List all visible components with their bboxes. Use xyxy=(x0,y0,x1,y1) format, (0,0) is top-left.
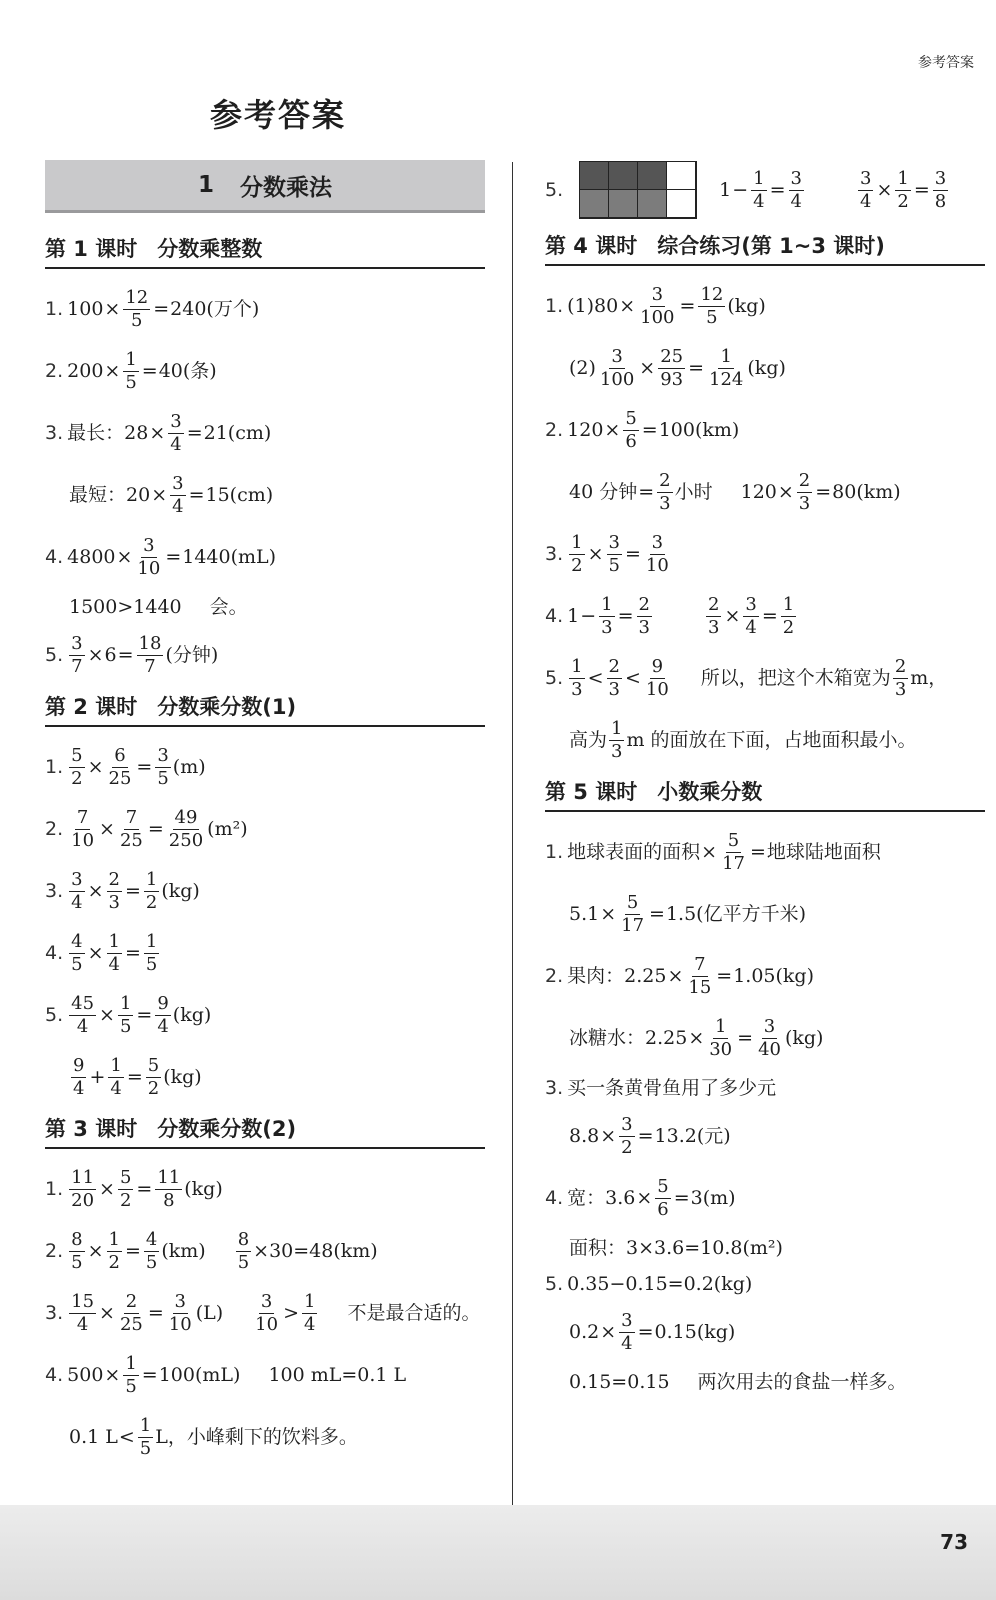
column-divider xyxy=(512,162,513,1512)
answer-1-4: 4. 4800 × $\frac{3}{10}$ = 1440(mL) xyxy=(45,534,277,579)
page-title: 参考答案 xyxy=(210,96,347,134)
lesson-title: 分数乘分数(1) xyxy=(157,695,297,719)
left-column xyxy=(45,160,485,1473)
page-number: 73 xyxy=(940,1530,968,1554)
answer-3-4b: 0.1 L < 1 5 L，小峰剩下的饮料多。 xyxy=(69,1414,358,1459)
answer-4-3: 3. $\frac{1}{2}$ × $\frac{3}{5}$ = $\frac{3}{10}$ xyxy=(545,531,669,576)
answer-5-4: 4. 宽：3.6 × $\frac{5}{6}$ = 3(m) xyxy=(545,1175,736,1220)
answer-4-1: 1. (1)80 × $\frac{3}{100}$ = $\frac{12}{5}$ (kg) xyxy=(545,283,766,328)
lesson-label: 第 1 课时 xyxy=(45,237,138,261)
answer-3-1: 1. $\frac{11}{20}$ × $\frac{5}{2}$ = $\frac{11}{8}$ (kg) xyxy=(45,1166,223,1211)
unit-title: 分数乘法 xyxy=(240,174,332,201)
answer-1-4b: 1500>1440 会。 xyxy=(69,595,248,618)
answer-5-5: 5. 0.35−0.15=0.2(kg) xyxy=(545,1272,753,1295)
lesson-label: 第 5 课时 xyxy=(545,780,638,804)
answer-5-5c: 0.15=0.15 两次用去的食盐一样多。 xyxy=(569,1370,907,1393)
answer-1-3b: 最短：20 × $\frac{3}{4}$ = 15(cm) xyxy=(69,472,274,517)
answer-4-2b: 40 分钟 = $\frac{2}{3}$ 小时 120 × $\frac{2}{3}$ = 80(km) xyxy=(569,469,901,514)
right-column xyxy=(545,160,985,1404)
answer-1-3: 3. 最长：28 × $\frac{3}{4}$ = 21(cm) xyxy=(45,410,272,455)
answer-4-5: 5. 1 3 < 2 3 < 9 10 所以，把这个木箱宽为 2 3 m， xyxy=(545,655,948,700)
answer-4-4: 4. 1 − $\frac{1}{3}$ = $\frac{2}{3}$ $\frac{2}{3}$ × $\frac{3}{4}$ = $\frac{1}{2}$ xyxy=(545,593,795,638)
answer-4-5b: 高为 1 3 m 的面放在下面，占地面积最小。 xyxy=(569,717,917,762)
answer-2-5b: 9 4 + $\frac{1}{4}$ = $\frac{5}{2}$ (kg) xyxy=(73,1054,202,1099)
answer-5-5b: 0.2 × $\frac{3}{4}$ = 0.15(kg) xyxy=(569,1309,736,1354)
answer-5-2b: 冰糖水：2.25 × $\frac{1}{30}$ = $\frac{3}{40}$ (kg) xyxy=(569,1015,824,1060)
answer-5-1b: 5.1 × $\frac{5}{17}$ = 1.5(亿平方千米) xyxy=(569,891,807,936)
answer-2-3: 3. $\frac{3}{4}$ × $\frac{2}{3}$ = $\frac{1}{2}$ (kg) xyxy=(45,868,200,913)
lesson-4-heading xyxy=(545,230,985,266)
lesson-label: 第 4 课时 xyxy=(545,234,638,258)
lesson-1-heading xyxy=(45,233,485,269)
header-label: 参考答案 xyxy=(918,55,974,71)
answer-5-4b: 面积：3×3.6=10.8(m²) xyxy=(569,1236,783,1259)
lesson-title: 分数乘分数(2) xyxy=(157,1117,297,1141)
answer-2-1: 1. $\frac{5}{2}$ × $\frac{6}{25}$ = $\frac{3}{5}$ (m) xyxy=(45,744,206,789)
lesson-3-heading xyxy=(45,1113,485,1149)
answer-r-5: 5. 1 − $\frac{1}{4}$ = $\frac{3}{4}$ $\frac{3}{4}$ × $\frac{1}{2}$ = $\frac{3}{8}$ xyxy=(545,160,985,220)
lesson-title: 综合练习(第 1~3 课时) xyxy=(657,234,885,258)
unit-banner xyxy=(45,160,485,213)
answer-3-4: 4. 500 × $\frac{1}{5}$ = 100(mL) 100 mL=0.1 L xyxy=(45,1352,407,1397)
answer-2-5: 5. $\frac{45}{4}$ × $\frac{1}{5}$ = $\frac{9}{4}$ (kg) xyxy=(45,992,212,1037)
lesson-title: 小数乘分数 xyxy=(657,780,763,804)
lesson-5-heading xyxy=(545,776,985,812)
answer-2-2: 2. $\frac{7}{10}$ × $\frac{7}{25}$ = $\frac{49}{250}$ (m²) xyxy=(45,806,248,851)
lesson-label: 第 2 课时 xyxy=(45,695,138,719)
footer-strip xyxy=(0,1505,996,1600)
lesson-2-heading xyxy=(45,691,485,727)
answer-5-1: 1. 地球表面的面积 × $\frac{5}{17}$ = 地球陆地面积 xyxy=(545,829,881,874)
answer-4-2: 2. 120 × $\frac{5}{6}$ = 100(km) xyxy=(545,407,740,452)
answer-5-2: 2. 果肉：2.25 × $\frac{7}{15}$ = 1.05(kg) xyxy=(545,953,815,998)
answer-2-4: 4. $\frac{4}{5}$ × $\frac{1}{4}$ = $\frac{1}{5}$ xyxy=(45,930,158,975)
fraction-grid-figure xyxy=(579,161,697,219)
answer-4-1b: (2) $\frac{3}{100}$ × $\frac{25}{93}$ = $\frac{1}{124}$ (kg) xyxy=(569,345,786,390)
lesson-label: 第 3 课时 xyxy=(45,1117,138,1141)
lesson-title: 分数乘整数 xyxy=(157,237,263,261)
answer-5-3: 3. 买一条黄骨鱼用了多少元 xyxy=(545,1076,777,1099)
answer-5-3b: 8.8 × $\frac{3}{2}$ = 13.2(元) xyxy=(569,1113,731,1158)
answer-3-3: 3. $\frac{15}{4}$ × $\frac{2}{25}$ = $\frac{3}{10}$ (L) 3 10 > 1 4 不是最合适的。 xyxy=(45,1290,481,1335)
answer-1-5: 5. $\frac{3}{7}$ × 6 = $\frac{18}{7}$ (分钟) xyxy=(45,632,219,677)
answer-1-1: 1. 100 × $\frac{12}{5}$ = 240(万个) xyxy=(45,286,260,331)
unit-number: 1 xyxy=(197,172,214,198)
answer-3-2: 2. $\frac{8}{5}$ × $\frac{1}{2}$ = $\frac{4}{5}$ (km) $\frac{8}{5}$ ×30=48(km) xyxy=(45,1228,378,1273)
answer-1-2: 2. 200 × $\frac{1}{5}$ = 40(条) xyxy=(45,348,217,393)
